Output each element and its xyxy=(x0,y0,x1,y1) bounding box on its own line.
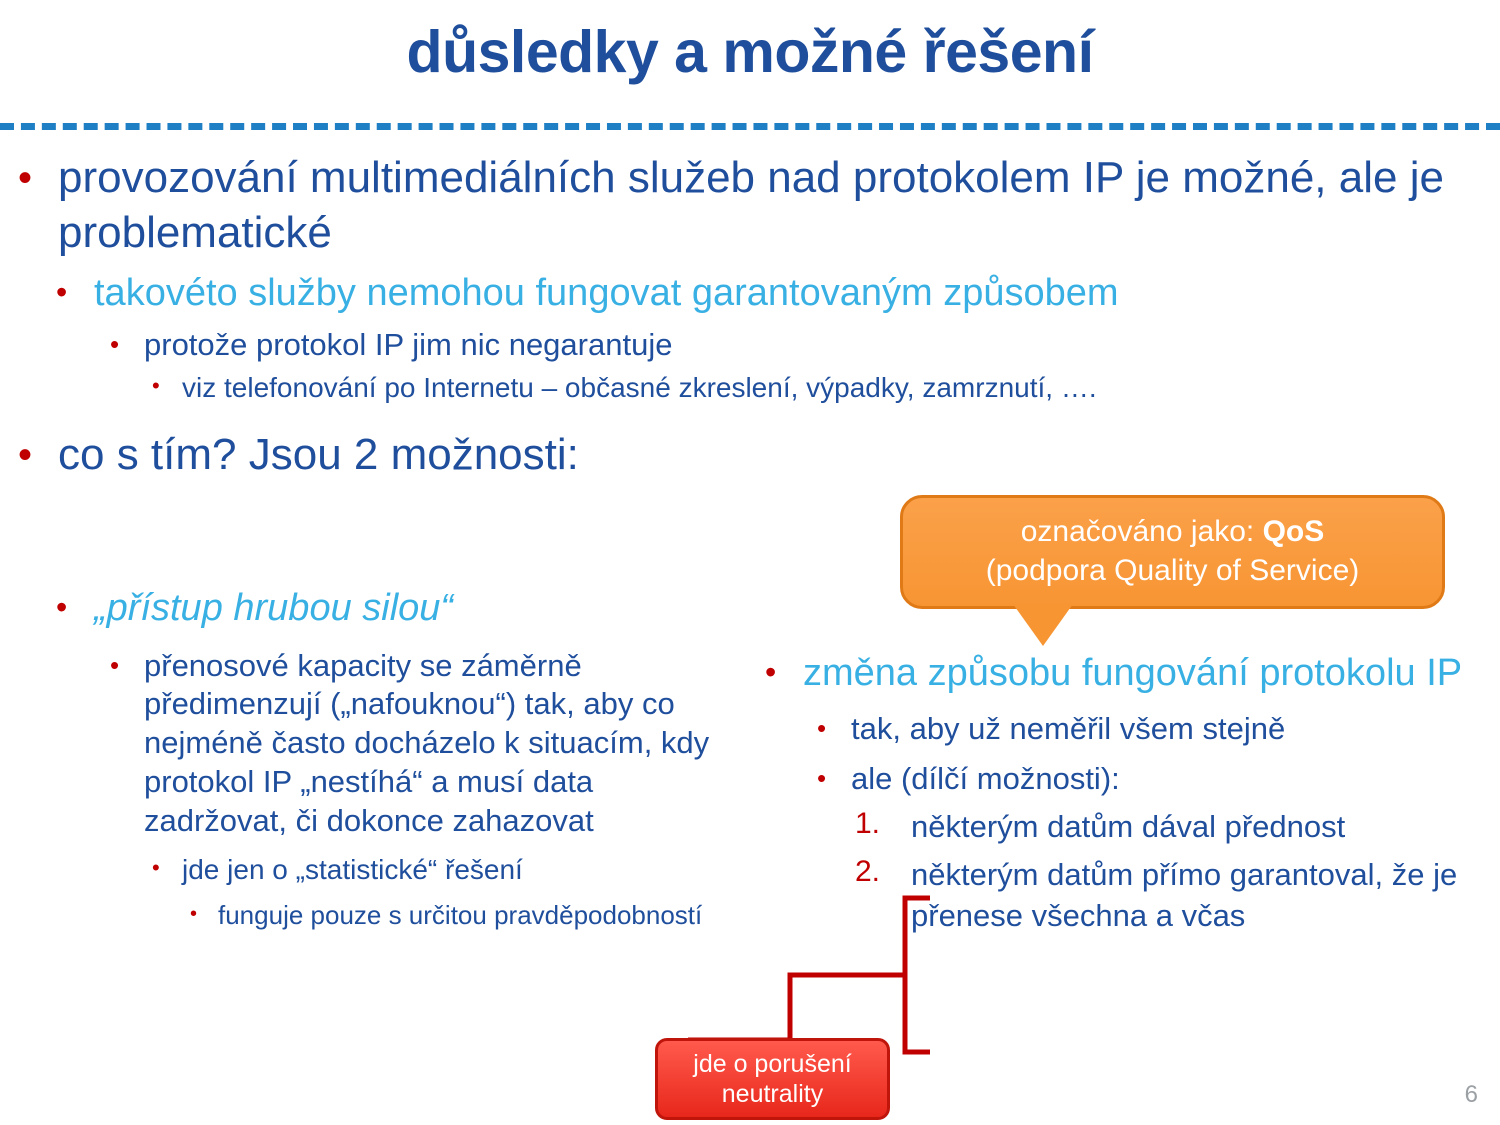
bullet-level5 xyxy=(0,899,740,932)
bullet-text: ale (dílčí možnosti): xyxy=(851,761,1120,797)
bullet-dot-icon: • xyxy=(817,712,827,743)
bullet-dot-icon: • xyxy=(110,328,120,359)
page-number: 6 xyxy=(1464,1081,1478,1108)
list-item xyxy=(855,855,1500,936)
title-divider xyxy=(0,123,1500,130)
list-item-label: některým datům přímo garantoval, že je přenese všechna a včas xyxy=(911,857,1458,933)
neutrality-callout-line1: jde o porušení xyxy=(693,1050,852,1078)
neutrality-callout xyxy=(655,1038,890,1120)
page-title: důsledky a možné řešení xyxy=(406,19,1094,85)
bullet-text: provozování multimediálních služeb nad protokolem IP je možné, ale je problematické xyxy=(58,153,1444,257)
bullet-level4 xyxy=(0,370,1500,405)
bullet-text: protože protokol IP jim nic negarantuje xyxy=(144,326,673,362)
bullet-dot-icon: • xyxy=(817,763,827,794)
qos-callout-line2: (podpora Quality of Service) xyxy=(985,554,1360,587)
bullet-level3 xyxy=(0,647,740,841)
qos-callout-prefix: označováno jako: xyxy=(1020,515,1263,548)
bullet-level3 xyxy=(755,760,1500,799)
bullet-level2 xyxy=(0,270,1500,318)
bullet-dot-icon: • xyxy=(56,274,68,310)
bullet-dot-icon: • xyxy=(18,156,33,200)
qos-callout-strong: QoS xyxy=(1262,515,1325,548)
list-item-number: 1. xyxy=(855,807,881,840)
left-column xyxy=(0,575,740,932)
bullet-text: takovéto služby nemohou fungovat garantovaným způsobem xyxy=(94,272,1119,314)
bullet-dot-icon: • xyxy=(190,903,198,926)
bullet-dot-icon: • xyxy=(152,855,160,881)
bullet-level3 xyxy=(755,710,1500,749)
bullet-dot-icon: • xyxy=(18,433,33,478)
bullet-text: viz telefonování po Internetu – občasné zkreslení, výpadky, zamrznutí, …. xyxy=(182,372,1097,404)
qos-callout-line1 xyxy=(913,512,1432,551)
bullet-level2 xyxy=(755,650,1500,698)
bullet-text: „přístup hrubou silou“ xyxy=(94,587,454,629)
list-item-number: 2. xyxy=(855,855,881,889)
bullet-dot-icon: • xyxy=(110,649,120,680)
neutrality-connector-icon xyxy=(640,880,930,1060)
bullet-text: co s tím? Jsou 2 možnosti: xyxy=(58,430,579,480)
list-item xyxy=(855,807,1500,847)
bullet-text: funguje pouze s určitou pravděpodobností xyxy=(218,900,703,931)
top-bullet-list xyxy=(0,150,1500,484)
bullet-text: změna způsobu fungování protokolu IP xyxy=(803,652,1463,694)
bullet-text: jde jen o „statistické“ řešení xyxy=(182,854,523,886)
bullet-text: přenosové kapacity se záměrně předimenzují („nafouknou“) tak, aby co nejméně často docházelo k situacím, kdy protokol IP „nestíhá“ a musí data zadržovat, či dokonce zahazovat xyxy=(144,647,710,838)
bullet-dot-icon: • xyxy=(56,589,68,625)
bullet-dot-icon: • xyxy=(765,654,777,690)
bullet-level1 xyxy=(0,427,1500,482)
neutrality-callout-line2: neutrality xyxy=(721,1080,824,1108)
callout-tail-icon xyxy=(1013,604,1073,646)
bullet-dot-icon: • xyxy=(152,373,160,399)
list-item-label: některým datům dával přednost xyxy=(911,809,1346,844)
qos-callout xyxy=(900,495,1445,609)
bullet-text: tak, aby už neměřil všem stejně xyxy=(851,710,1286,746)
bullet-level2 xyxy=(0,585,740,633)
bullet-level3 xyxy=(0,326,1500,365)
bullet-level1 xyxy=(0,150,1500,260)
bullet-level4 xyxy=(0,852,740,887)
